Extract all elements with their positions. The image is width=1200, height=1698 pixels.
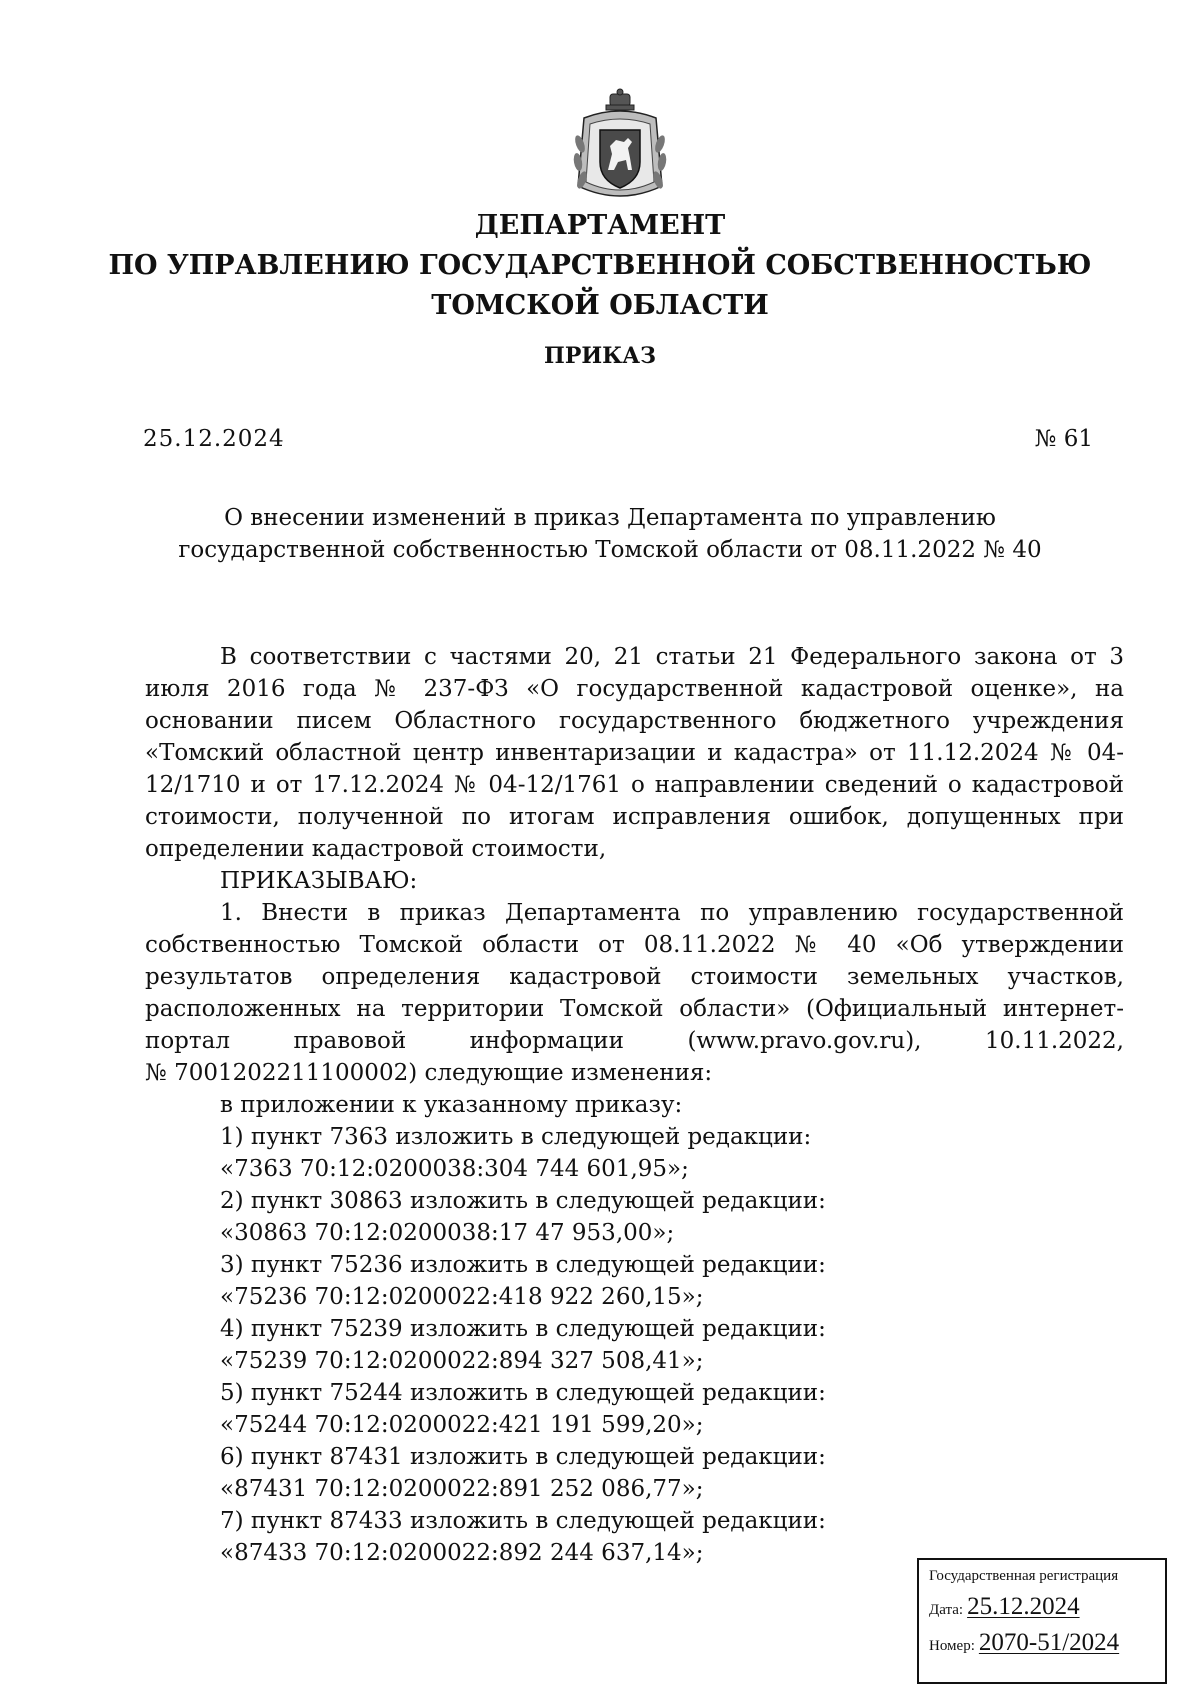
list-item-value: «87431 70:12:0200022:891 252 086,77»; xyxy=(220,1476,704,1502)
coat-of-arms-icon xyxy=(566,88,674,206)
list-item-instruction: 7) пункт 87433 изложить в следующей редакции: xyxy=(220,1508,826,1534)
document-type: ПРИКАЗ xyxy=(544,343,656,369)
list-item-value: «30863 70:12:0200038:17 47 953,00»; xyxy=(220,1220,675,1246)
registration-date-value: 25.12.2024 xyxy=(967,1593,1080,1620)
department-title-line-2: ПО УПРАВЛЕНИЮ ГОСУДАРСТВЕННОЙ СОБСТВЕННОСТЬЮ xyxy=(108,250,1092,281)
department-title-line-1: ДЕПАРТАМЕНТ xyxy=(474,210,726,241)
list-item-value: «75239 70:12:0200022:894 327 508,41»; xyxy=(220,1348,704,1374)
registration-date-label: Дата: xyxy=(929,1602,964,1618)
registration-stamp xyxy=(917,1558,1167,1684)
point-1-paragraph: 1. Внести в приказ Департамента по управлению государственной собственностью Томской области от 08.11.2022 № 40 «Об утверждении результатов определения кадастровой стоимости земельных участков, расположенных на территории Томской области» (Официальный интернет-портал правовой информации (www.pravo.gov.ru), 10.11.2022, xyxy=(145,900,1124,1054)
list-item-instruction: 5) пункт 75244 изложить в следующей редакции: xyxy=(220,1380,826,1406)
list-item-instruction: 1) пункт 7363 изложить в следующей редакции: xyxy=(220,1124,812,1150)
department-title xyxy=(0,206,1200,326)
list-item-instruction: 3) пункт 75236 изложить в следующей редакции: xyxy=(220,1252,826,1278)
document-body xyxy=(145,641,1124,1569)
document-number: № 61 xyxy=(1034,426,1093,452)
registration-title: Государственная регистрация xyxy=(929,1568,1119,1584)
registration-date-row xyxy=(929,1593,1155,1621)
document-subject: О внесении изменений в приказ Департамента по управлению государственной собственностью Томской области от 08.11.2022 № 40 xyxy=(178,505,1042,563)
department-title-line-3: ТОМСКОЙ ОБЛАСТИ xyxy=(431,290,769,321)
list-item-instruction: 6) пункт 87431 изложить в следующей редакции: xyxy=(220,1444,826,1470)
document-date: 25.12.2024 xyxy=(143,426,285,452)
preamble-paragraph: В соответствии с частями 20, 21 статьи 21 Федерального закона от 3 июля 2016 года № 237-ФЗ «О государственной кадастровой оценке», на основании писем Областного государственного бюджетного учреждения «Томский областной центр инвентаризации и кадастра» от 11.12.2024 № 04-12/1710 и от 17.12.2024 № 04-12/1761 о направлении сведений о кадастровой стоимости, полученной по итогам исправления ошибок, допущенных при определении кадастровой стоимости, xyxy=(145,644,1124,862)
order-word: ПРИКАЗЫВАЮ: xyxy=(220,868,418,894)
list-item-instruction: 2) пункт 30863 изложить в следующей редакции: xyxy=(220,1188,826,1214)
registration-number-label: Номер: xyxy=(929,1638,975,1654)
list-item-value: «75236 70:12:0200022:418 922 260,15»; xyxy=(220,1284,704,1310)
point-1-tail: № 7001202211100002) следующие изменения: xyxy=(145,1060,713,1086)
registration-number-row xyxy=(929,1629,1155,1657)
annex-line: в приложении к указанному приказу: xyxy=(220,1092,683,1118)
list-item-instruction: 4) пункт 75239 изложить в следующей редакции: xyxy=(220,1316,826,1342)
registration-number-value: 2070-51/2024 xyxy=(978,1629,1120,1656)
list-item-value: «75244 70:12:0200022:421 191 599,20»; xyxy=(220,1412,704,1438)
list-item-value: «7363 70:12:0200038:304 744 601,95»; xyxy=(220,1156,689,1182)
list-item-value: «87433 70:12:0200022:892 244 637,14»; xyxy=(220,1540,704,1566)
